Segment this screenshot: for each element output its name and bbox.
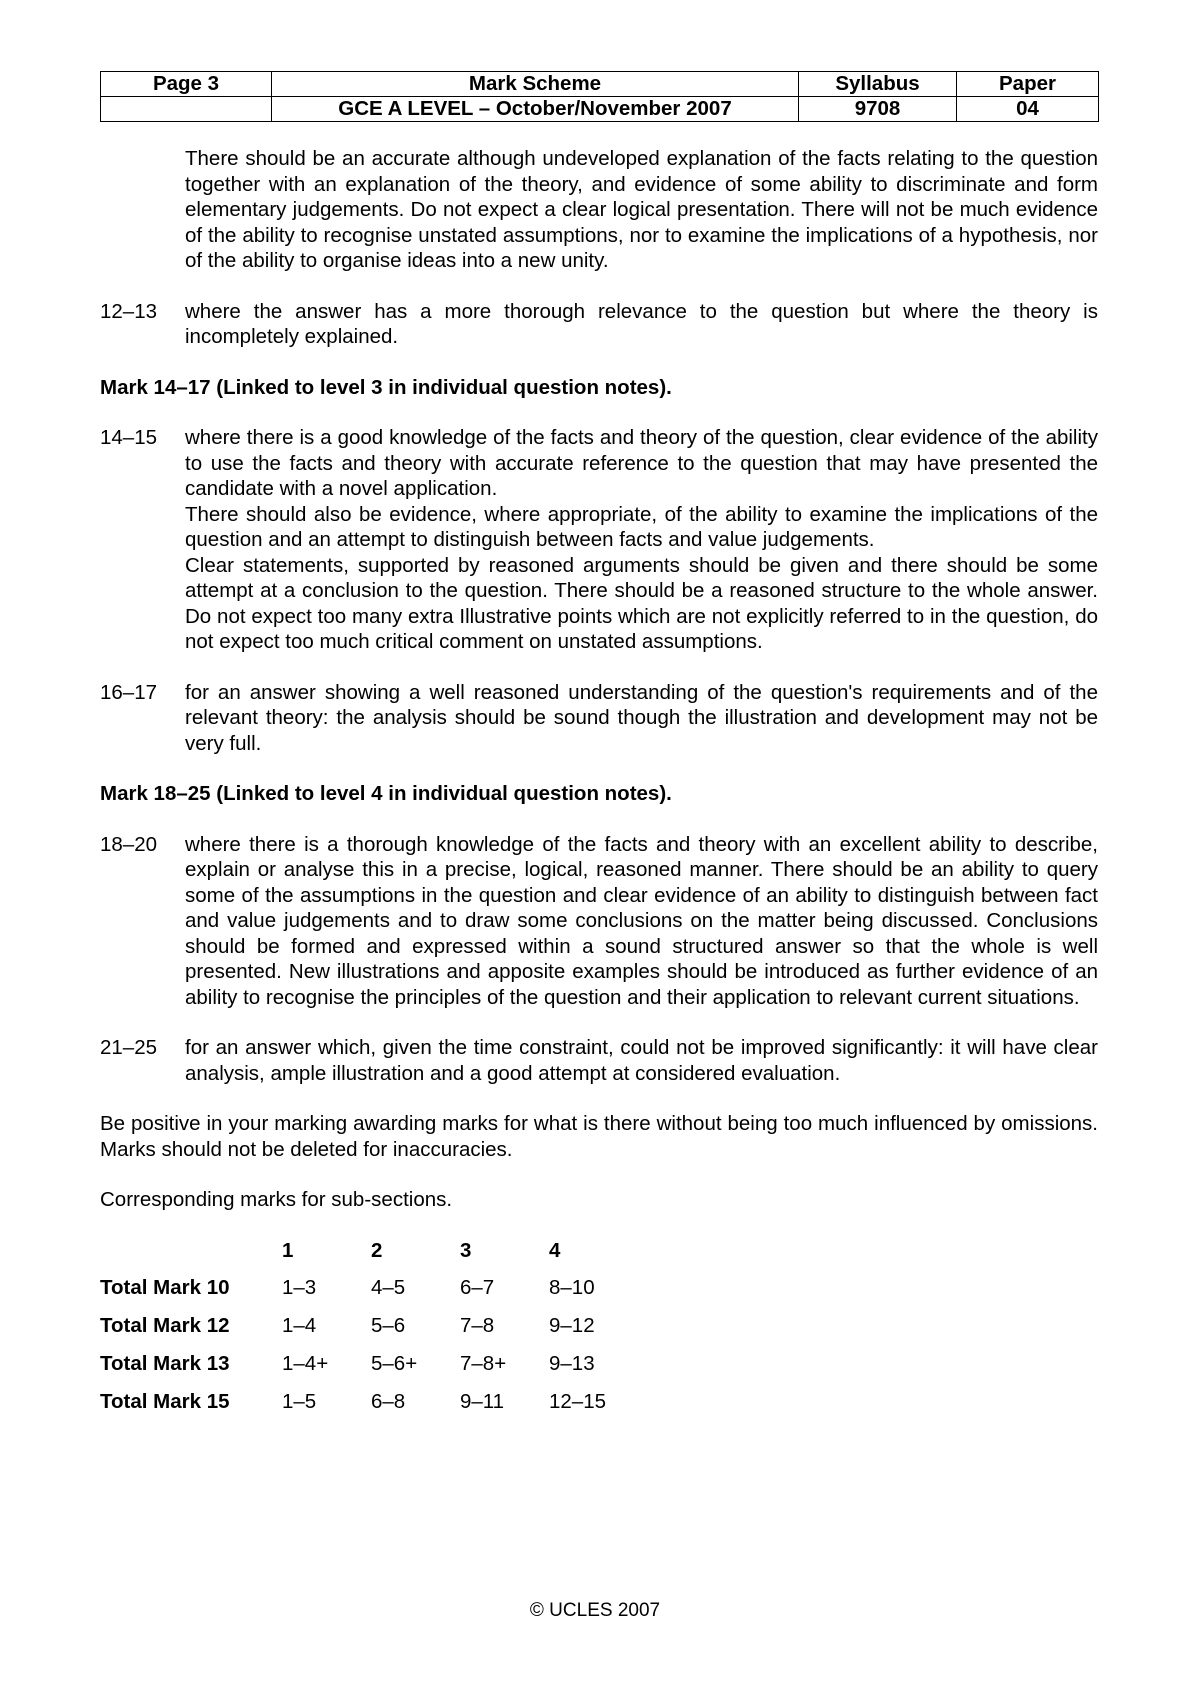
band-text-paragraph: There should also be evidence, where appropriate, of the ability to examine the implications of the question and an attempt to distinguish between facts and value judgements.: [185, 502, 1098, 551]
header-table: [100, 71, 1099, 122]
band-code: 14–15: [100, 426, 158, 449]
table-cell: 6–7: [460, 1275, 495, 1299]
row-label: Total Mark 10: [100, 1275, 230, 1299]
band-text-paragraph: Clear statements, supported by reasoned arguments should be given and there should be some attempt at a conclusion to the question. There should be a reasoned structure to the whole answer. Do not expect too many extra Illustrative points which are not explicitly referred to in the question, do not expect too much critical comment on unstated assumptions.: [185, 553, 1098, 653]
band-code: 16–17: [100, 680, 158, 704]
table-cell: 7–8+: [460, 1351, 507, 1375]
band-12-13: [100, 299, 1098, 350]
section-heading-level-3: Mark 14–17 (Linked to level 3 in individual question notes).: [100, 375, 672, 399]
table-corner: [100, 1238, 282, 1275]
header-exam: GCE A LEVEL – October/November 2007: [272, 97, 799, 122]
level-header: 3: [460, 1238, 472, 1262]
header-syllabus-label: Syllabus: [799, 72, 957, 97]
table-cell: 1–5: [282, 1389, 317, 1413]
table-cell: 8–10: [549, 1275, 595, 1299]
subsections-intro: Corresponding marks for sub-sections.: [100, 1188, 453, 1211]
table-row: [100, 1313, 638, 1351]
table-row: [100, 1275, 638, 1313]
intro-paragraph: There should be an accurate although undeveloped explanation of the facts relating to the question together with an explanation of the theory, and evidence of some ability to discriminate and form elementary judgements. Do not expect a clear logical presentation. There will not be much evidence of the ability to recognise unstated assumptions, nor to examine the implications of a hypothesis, nor of the ability to organise ideas into a new unity.: [185, 147, 1098, 272]
band-14-15: [100, 425, 1098, 655]
band-text: for an answer showing a well reasoned understanding of the question's requirements and of the relevant theory: the analysis should be sound though the illustration and development may not be very full.: [185, 680, 1098, 755]
subsection-levels-row: [100, 1238, 638, 1275]
header-page-empty: [101, 97, 272, 122]
level-header: 2: [371, 1238, 383, 1262]
band-text: for an answer which, given the time constraint, could not be improved significantly: it will have clear analysis, ample illustration and a good attempt at considered evaluation.: [185, 1036, 1098, 1085]
band-text: [185, 425, 1098, 655]
header-syllabus-code: 9708: [799, 97, 957, 122]
row-label: Total Mark 12: [100, 1313, 230, 1337]
document-page: [100, 71, 1098, 1427]
level-header: 1: [282, 1238, 294, 1262]
table-cell: 5–6+: [371, 1351, 418, 1375]
header-row-1: [101, 72, 1099, 97]
table-cell: 9–11: [460, 1389, 505, 1413]
level-header: 4: [549, 1238, 561, 1262]
header-row-2: [101, 97, 1099, 122]
table-cell: 12–15: [549, 1389, 607, 1413]
band-text: where the answer has a more thorough relevance to the question but where the theory is incompletely explained.: [185, 299, 1098, 348]
section-heading-level-4: Mark 18–25 (Linked to level 4 in individual question notes).: [100, 782, 672, 805]
band-text: where there is a thorough knowledge of the facts and theory with an excellent ability to describe, explain or analyse this in a precise, logical, reasoned manner. There should be an ability to query some of the assumptions in the question and clear evidence of an ability to distinguish between fact and value judgements and to draw some conclusions on the matter being discussed. Conclusions should be formed and expressed within a sound structured answer so that the whole is well presented. New illustrations and apposite examples should be introduced as further evidence of an ability to recognise the principles of the question and their application to relevant current situations.: [185, 832, 1098, 1009]
header-page: Page 3: [101, 72, 272, 97]
table-cell: 7–8: [460, 1313, 495, 1337]
table-cell: 5–6: [371, 1313, 406, 1337]
band-code: 21–25: [100, 1036, 158, 1059]
copyright-footer: © UCLES 2007: [529, 1600, 661, 1621]
band-code: 18–20: [100, 832, 158, 856]
table-cell: 1–4: [282, 1313, 317, 1337]
table-cell: 9–12: [549, 1313, 595, 1337]
table-row: [100, 1389, 638, 1427]
table-cell: 9–13: [549, 1351, 595, 1375]
header-paper-label: Paper: [957, 72, 1099, 97]
positive-marking-note: Be positive in your marking awarding marks for what is there without being too much influenced by omissions. Marks should not be deleted for inaccuracies.: [100, 1112, 1098, 1161]
table-cell: 1–4+: [282, 1351, 329, 1375]
subsection-marks-table: [100, 1238, 638, 1427]
table-row: [100, 1351, 638, 1389]
row-label: Total Mark 15: [100, 1389, 230, 1413]
band-text-paragraph: where there is a good knowledge of the facts and theory of the question, clear evidence of the ability to use the facts and theory with accurate reference to the question that may have presented the candidate with a novel application.: [185, 426, 1098, 500]
table-cell: 1–3: [282, 1275, 317, 1299]
table-cell: 6–8: [371, 1389, 406, 1413]
band-21-25: [100, 1035, 1098, 1086]
band-code: 12–13: [100, 299, 158, 323]
band-16-17: [100, 680, 1098, 757]
table-cell: 4–5: [371, 1275, 406, 1299]
band-18-20: [100, 832, 1098, 1011]
header-paper-number: 04: [957, 97, 1099, 122]
row-label: Total Mark 13: [100, 1351, 230, 1375]
header-title: Mark Scheme: [272, 72, 799, 97]
